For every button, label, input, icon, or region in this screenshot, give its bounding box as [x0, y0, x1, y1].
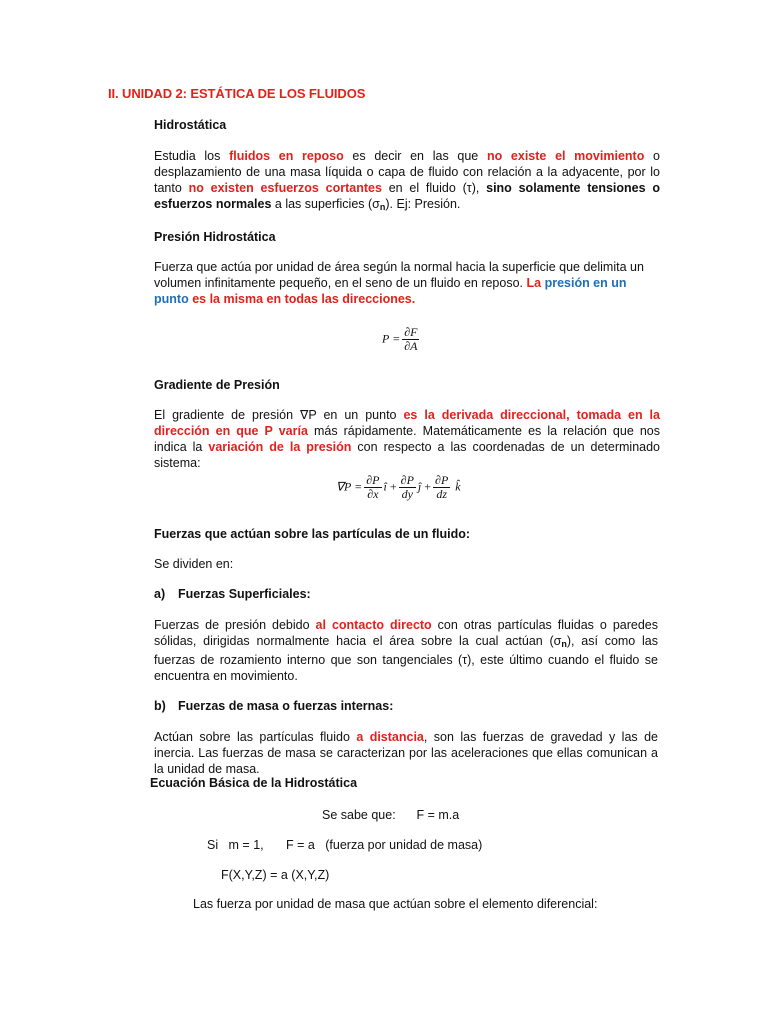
text-f-igual-a: F = a (fuerza por unidad de masa) [286, 838, 483, 852]
heading-fuerzas-masa: b) Fuerzas de masa o fuerzas internas: [154, 699, 394, 713]
heading-ecuacion-basica: Ecuación Básica de la Hidrostática [150, 776, 358, 790]
text-se-sabe-que: Se sabe que: F = m.a [322, 808, 460, 822]
chapter-title: II. UNIDAD 2: ESTÁTICA DE LOS FLUIDOS [108, 86, 366, 101]
paragraph-hidrostatica: Estudia los fluidos en reposo es decir en las que no existe el movimiento o desplazamiento de una masa líquida o capa de fluido con relación a la adyacente, por lo tanto no existen esfuerzos cortantes en el fluido (τ), sino solamente tensiones o esfuerzos normales a las superficies $(\sigma_n)$. Ej: Presión. [154, 149, 660, 212]
paragraph-gradiente: El gradiente de presión ∇P en un punto es la derivada direccional, tomada en la dirección en que P varía más rápidamente. Matemáticamente es la relación que nos indica la variación de la presión con respecto a las coordenadas de un determinado sistema: [154, 408, 661, 470]
heading-presion-hidrostatica: Presión Hidrostática [154, 230, 276, 244]
text-se-dividen: Se dividen en: [154, 557, 234, 571]
paragraph-presion-hidrostatica: Fuerza que actúa por unidad de área según la normal hacia la superficie que delimita un volumen infinitamente pequeño, en el seno de un fluido en reposo. La presión en un punto es la misma en todas las direcciones. [154, 260, 644, 306]
paragraph-fuerzas-superficiales: Fuerzas de presión debido al contacto directo con otras partículas fluidas o paredes sólidas, dirigidas normalmente hacia el área sobre la cual actúan $(\sigma_n)$, así como las fuerzas de rozamiento interno que son tangenciales (τ), este último cuando el fluido se encuentra en movimiento. [154, 618, 658, 683]
heading-hidrostatica: Hidrostática [154, 118, 227, 132]
heading-fuerzas: Fuerzas que actúan sobre las partículas de un fluido: [154, 527, 471, 541]
text-si-m-igual-1: Si m = 1, [207, 838, 264, 852]
text-fuerza-unidad-masa: Las fuerza por unidad de masa que actúan sobre el elemento diferencial: [193, 897, 598, 911]
equation-presion: P = $\frac{\partial F}{\partial A}$ [382, 325, 418, 353]
equation-gradiente: ∇P = $\frac{\partial P}{\partial x}$ î + $\frac{\partial P}{dy}$ ĵ + $\frac{\partial P}{dz}$ k̂ [336, 473, 461, 501]
text-fxyz: F(X,Y,Z) = a (X,Y,Z) [221, 868, 330, 882]
heading-gradiente: Gradiente de Presión [154, 378, 280, 392]
heading-fuerzas-superficiales: a) Fuerzas Superficiales: [154, 587, 311, 601]
paragraph-fuerzas-masa: Actúan sobre las partículas fluido a distancia, son las fuerzas de gravedad y las de inercia. Las fuerzas de masa se caracterizan por las aceleraciones que ellas comunican a la unidad de masa. [154, 730, 658, 776]
